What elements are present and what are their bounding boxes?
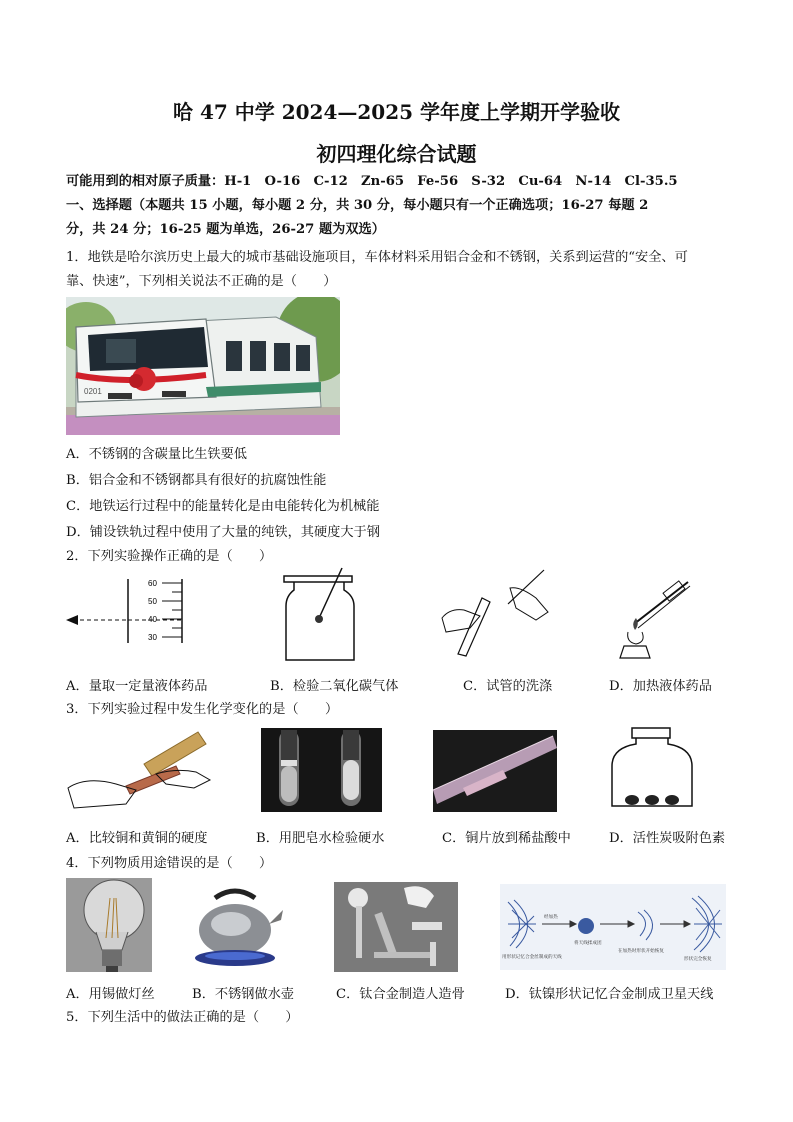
q5-stem: 5．下列生活中的做法正确的是（ ） (66, 1010, 299, 1025)
q1-option-d: D．铺设铁轨过程中使用了大量的纯铁，其硬度大于钢 (66, 525, 380, 540)
cylinder-tick-30: 30 (148, 633, 157, 642)
atomic-masses: 可能用到的相对原子质量：H-1 O-16 C-12 Zn-65 Fe-56 S-32 Cu-64 N-14 Cl-35.5 (66, 174, 678, 189)
q2-option-d: D．加热液体药品 (609, 679, 712, 694)
test-tube-washing-figure (440, 568, 550, 658)
exam-title: 哈 47 中学 2024—2025 学年度上学期开学验收 (172, 100, 620, 124)
copper-in-acid-photo (433, 730, 557, 812)
light-bulb-photo (66, 878, 152, 972)
q1-stem-line2: 靠、快速”，下列相关说法不正确的是（ ） (66, 274, 337, 289)
antenna-label-5: 形状完全恢复 (684, 957, 712, 962)
q3-stem: 3．下列实验过程中发生化学变化的是（ ） (66, 702, 339, 717)
q4-stem: 4．下列物质用途错误的是（ ） (66, 856, 273, 871)
subway-train-photo (66, 297, 340, 435)
q1-option-b: B．铝合金和不锈钢都具有很好的抗腐蚀性能 (66, 473, 327, 488)
q2-stem: 2．下列实验操作正确的是（ ） (66, 549, 273, 564)
q4-option-b: B．不锈钢做水壶 (192, 987, 295, 1002)
q3-option-a: A．比较铜和黄铜的硬度 (66, 831, 208, 846)
stainless-kettle-photo (185, 880, 285, 970)
shape-memory-antenna-figure (500, 884, 726, 970)
q4-option-d: D．钛镍形状记忆合金制成卫星天线 (505, 987, 714, 1002)
antenna-label-1: 用形状记忆合金丝制成的天线 (502, 955, 562, 960)
copper-brass-hardness-figure (66, 728, 212, 812)
train-number: 0201 (84, 387, 102, 396)
antenna-label-3: 将天线揉成团 (574, 941, 602, 946)
heating-liquid-figure (606, 572, 696, 662)
antenna-label-2: 经加热 (544, 915, 558, 920)
q1-option-a: A．不锈钢的含碳量比生铁要低 (66, 447, 247, 462)
exam-subtitle: 初四理化综合试题 (316, 142, 477, 166)
q4-option-c: C．钛合金制造人造骨 (336, 987, 465, 1002)
cylinder-tick-40: 40 (148, 615, 157, 624)
soap-water-test-tubes-photo (261, 728, 382, 812)
q2-option-c: C．试管的洗涤 (463, 679, 553, 694)
q1-option-c: C．地铁运行过程中的能量转化是由电能转化为机械能 (66, 499, 380, 514)
q2-option-a: A．量取一定量液体药品 (66, 679, 208, 694)
q2-option-b: B．检验二氧化碳气体 (270, 679, 399, 694)
q4-option-a: A．用锡做灯丝 (66, 987, 155, 1002)
activated-carbon-jar-figure (606, 726, 698, 810)
cylinder-tick-60: 60 (148, 579, 157, 588)
q3-option-d: D．活性炭吸附色素 (609, 831, 726, 846)
q3-option-c: C．铜片放到稀盐酸中 (442, 831, 571, 846)
cylinder-tick-50: 50 (148, 597, 157, 606)
section-heading-line1: 一、选择题（本题共 15 小题，每小题 2 分，共 30 分，每小题只有一个正确选项；16-27 每题 2 (66, 198, 649, 213)
titanium-bone-implants-photo (334, 882, 458, 972)
co2-gas-jar-figure (282, 566, 362, 666)
q1-stem-line1: 1．地铁是哈尔滨历史上最大的城市基础设施项目，车体材料采用铝合金和不锈钢，关系到运营的“安全、可 (66, 250, 688, 265)
section-heading-line2: 分，共 24 分；16-25 题为单选，26-27 题为双选） (66, 222, 385, 237)
graduated-cylinder-reading-figure (62, 575, 192, 645)
q3-option-b: B．用肥皂水检验硬水 (256, 831, 385, 846)
antenna-label-4: 在加热时形状开始恢复 (618, 949, 664, 954)
